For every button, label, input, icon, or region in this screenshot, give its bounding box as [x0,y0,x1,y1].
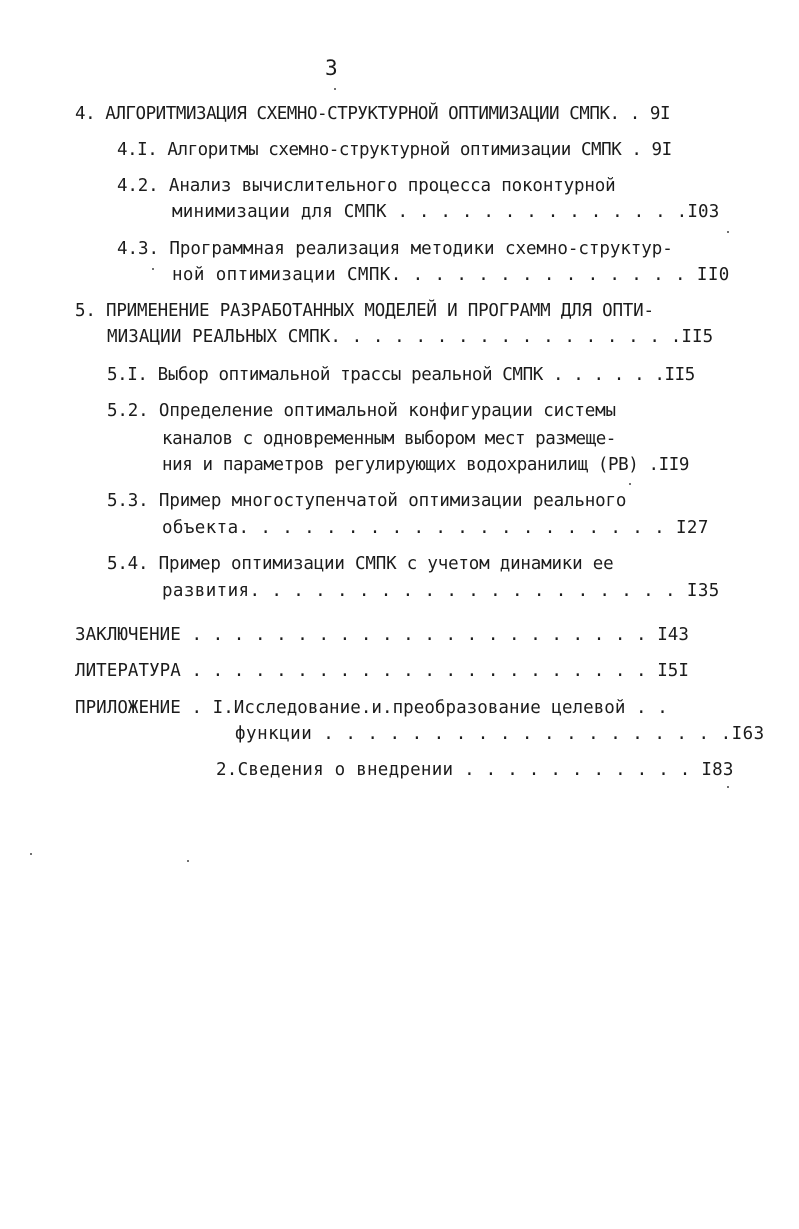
scan-speck [187,860,189,862]
toc-line-5-4-cont: развития. . . . . . . . . . . . . . . . . . . . I35 [162,581,720,601]
toc-line-5-3: 5.3. Пример многоступенчатой оптимизации реального [107,491,627,511]
scan-speck [727,786,729,788]
toc-line-4-3: 4.3. Программная реализация методики схемно-структур- [117,239,673,259]
toc-line-chapter-5: 5. ПРИМЕНЕНИЕ РАЗРАБОТАННЫХ МОДЕЛЕЙ И ПРОГРАММ ДЛЯ ОПТИ- [75,301,654,321]
page-number: 3 [325,56,338,80]
toc-line-5-2: 5.2. Определение оптимальной конфигурации системы [107,401,616,421]
toc-line-4-1: 4.I. Алгоритмы схемно-структурной оптимизации СМПК . 9I [117,140,672,160]
toc-line-5-2-cont1: каналов с одновременным выбором мест размеще- [162,429,616,449]
toc-line-chapter-4: 4. АЛГОРИТМИЗАЦИЯ СХЕМНО-СТРУКТУРНОЙ ОПТИМИЗАЦИИ СМПК. . 9I [75,104,671,124]
toc-line-5-2-cont2: ния и параметров регулирующих водохранилищ (РВ) .II9 [162,455,690,475]
toc-line-5-1: 5.I. Выбор оптимальной трассы реальной СМПК . . . . . .II5 [107,365,695,385]
scan-speck [334,88,336,90]
toc-line-conclusion: ЗАКЛЮЧЕНИЕ . . . . . . . . . . . . . . . . . . . . . . I43 [75,625,689,645]
scan-speck [629,483,631,485]
toc-line-4-2: 4.2. Анализ вычислительного процесса поконтурной [117,176,616,196]
scan-speck [30,853,32,855]
toc-line-chapter-5-cont: МИЗАЦИИ РЕАЛЬНЫХ СМПК. . . . . . . . . . . . . . . . .II5 [107,327,714,347]
toc-line-5-3-cont: объекта. . . . . . . . . . . . . . . . . . . . I27 [162,518,709,538]
toc-line-4-2-cont: минимизации для СМПК . . . . . . . . . . . . . .I03 [172,202,720,222]
scan-speck [727,231,729,233]
toc-line-literature: ЛИТЕРАТУРА . . . . . . . . . . . . . . . . . . . . . . I5I [75,661,689,681]
toc-line-appendix-2: 2.Сведения о внедрении . . . . . . . . . . . I83 [216,760,734,780]
toc-line-appendix-1-cont: функции . . . . . . . . . . . . . . . . . . .I63 [235,724,765,744]
toc-line-appendix-1: ПРИЛОЖЕНИЕ . I.Исследование.и.преобразование целевой . . [75,698,668,718]
toc-line-4-3-cont: ной оптимизации СМПК. . . . . . . . . . . . . . II0 [172,265,730,285]
scan-speck [152,268,154,270]
toc-line-5-4: 5.4. Пример оптимизации СМПК с учетом динамики ее [107,554,614,574]
